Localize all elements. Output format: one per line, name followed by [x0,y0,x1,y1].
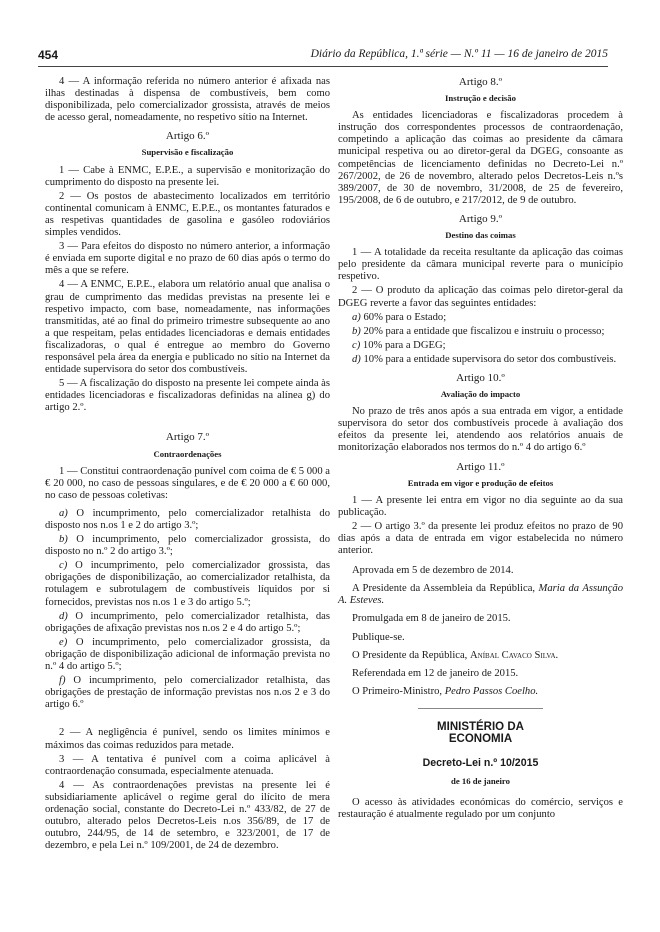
referendum-date: Referendada em 12 de janeiro de 2015. [352,667,519,679]
list-text: O incumprimento, pelo comercializador grossista, do disposto no n.º 2 do artigo 3.º; [45,534,330,558]
article-11-title: Artigo 11.º [456,460,505,473]
list-label: d) [352,353,361,365]
paragraph: As entidades licenciadoras e fiscalizadoras procedem à instrução dos correspondentes processos de contraordenação, competindo a aplicação das coimas ao presidente da câmara municipal respetiva ou ao diretor-geral da DGEG, consoante as competências de licenciamento definidas no Decreto-Lei n.º 267/2002, de 26 de novembro, alterado pelos Decretos-Leis n.ºs 389/2007, de 30 de novembro, 31/2008, de 25 de fevereiro, 195/2008, de 6 de outubro, e 217/2012, de 9 de outubro. [338,110,623,206]
list-item [338,354,623,366]
paragraph: 1 — Cabe à ENMC, E.P.E., a supervisão e monitorização do cumprimento do disposto na presente lei. [45,164,330,188]
paragraph: 4 — A ENMC, E.P.E., elabora um relatório anual que analisa o grau de cumprimento das medidas previstas na presente lei e respetivo impacto, com base, nomeadamente, nas informações transmitidas, até ao final do primeiro trimestre subsequente ao ano a que respeitam, pelas entidades licenciadoras e demais entidades fiscalizadoras, o qual é entregue ao membro do Governo responsável pela área da energia e publicado no sítio na Internet da entidade supervisora do setor dos combustíveis. [45,279,330,376]
ministry-heading: MINISTÉRIO DA ECONOMIA [418,708,543,745]
list-label: e) [59,636,68,648]
decree-date: de 16 de janeiro [451,776,510,787]
paragraph: 2 — Os postos de abastecimento localizados em território continental comunicam à ENMC, E.P.E., os montantes faturados e as respetivas quantidades de gasolina e gasóleo rodoviários simples vendidos. [45,190,330,239]
list-item [338,340,623,352]
list-text: 20% para a entidade que fiscalizou e instruiu o processo; [363,325,605,337]
article-11-subtitle: Entrada em vigor e produção de efeitos [407,477,554,488]
list-label: c) [59,560,68,572]
republic-president-name: Aníbal Cavaco Silva. [469,649,559,661]
list-text: O incumprimento, pelo comercializador grossista, das obrigações de disponibilização, ao comercializador retalhista, da rotulagem e subrotulagem de combustíveis líquidos por si fornecidos, previstas nos n.os 1 e 3 do artigo 5.º; [45,560,330,608]
approval-date: Aprovada em 5 de dezembro de 2014. [352,565,514,577]
article-9-subtitle: Destino das coimas [445,230,516,241]
decree-title: Decreto-Lei n.º 10/2015 [422,757,539,770]
article-6-title: Artigo 6.º [165,130,210,143]
article-10-title: Artigo 10.º [456,371,505,384]
signatures [338,565,623,698]
list-item [45,560,330,608]
page-number: 454 [38,48,59,62]
list-text: O incumprimento, pelo comercializador grossista, da obrigação de disponibilização adicional de informação prevista no n.º 4 do artigo 5.º; [45,636,330,673]
list-text: O incumprimento, pelo comercializador retalhista do disposto nos n.os 1 e 2 do artigo 3.º; [45,507,330,531]
paragraph: 1 — Constitui contraordenação punível com coima de € 5 000 a € 20 000, no caso de pessoas singulares, e de € 20 000 a € 60 000, no caso de pessoas coletivas: [45,465,330,501]
list-item [45,534,330,558]
paragraph: 1 — A presente lei entra em vigor no dia seguinte ao da sua publicação. [338,494,623,518]
paragraph: 2 — O produto da aplicação das coimas pelo diretor-geral da DGEG reverte a favor das seguintes entidades: [338,285,623,309]
article-10-subtitle: Avaliação do impacto [440,389,521,400]
paragraph: 3 — A tentativa é punível com a coima aplicável à contraordenação consumada, especialmente atenuada. [45,753,330,777]
list-item [45,508,330,532]
list-item [45,611,330,635]
article-8-subtitle: Instrução e decisão [445,93,516,104]
paragraph: 4 — As contraordenações previstas na presente lei é subsidiariamente aplicável o regime geral do ilícito de mera ordenação social, constante do Decreto-Lei n.º 433/82, de 27 de outubro, alterado pelos Decretos-Leis n.os 356/89, de 17 de outubro, 244/95, de 14 de setembro, e 323/2001, de 17 de dezembro, e pela Lei n.º 109/2001, de 24 de dezembro. [45,779,330,852]
promulgation-date: Promulgada em 8 de janeiro de 2015. [352,613,511,625]
article-7-subtitle: Contraordenações [153,448,222,459]
republic-president: O Presidente da República, Aníbal Cavaco Silva. [352,649,559,661]
running-title: Diário da República, 1.ª série — N.º 11 — 16 de janeiro de 2015 [310,48,608,60]
list-label: b) [352,325,361,337]
list-text: 10% para a DGEG; [362,339,446,351]
list-text: O incumprimento, pelo comercializador retalhista, das obrigações de afixação previstas nos n.os 2 e 4 do artigo 5.º; [45,610,330,634]
paragraph: O acesso às atividades económicas do comércio, serviços e restauração é atualmente regulado por um conjunto [338,797,623,821]
list-label: a) [59,507,68,519]
page-header [38,48,608,67]
list-item [338,312,623,324]
assembly-president-name: Maria da Assunção A. Esteves. [338,583,623,607]
list-text: 10% para a entidade supervisora do setor dos combustíveis. [363,353,617,365]
paragraph: 3 — Para efeitos do disposto no número anterior, a informação é enviada em suporte digital e no prazo de 60 dias após o termo do mês a que se refere. [45,241,330,277]
list-text: 60% para o Estado; [363,311,447,323]
article-8-title: Artigo 8.º [458,76,503,88]
list-item [338,326,623,338]
publish-order: Publique-se. [352,631,405,643]
list-text: O incumprimento, pelo comercializador retalhista, das obrigações de prestação de informação previstas nos n.os 2 e 3 do artigo 6.º [45,675,330,711]
list-item [45,637,330,673]
paragraph: 2 — O artigo 3.º da presente lei produz efeitos no prazo de 90 dias após a data de entrada em vigor estabelecida no número anterior. [338,520,623,557]
paragraph: 2 — A negligência é punível, sendo os limites mínimos e máximos das coimas reduzidos para metade. [45,727,330,751]
prime-minister: O Primeiro-Ministro, Pedro Passos Coelho. [352,685,539,697]
prime-minister-name: Pedro Passos Coelho. [444,685,539,697]
paragraph: No prazo de três anos após a sua entrada em vigor, a entidade supervisora do setor dos combustíveis procede à avaliação dos efeitos da presente lei, atendendo aos relatórios anuais de monitorização elaborados nos termos do n.º 4 do artigo 6.º [338,406,623,454]
paragraph: 1 — A totalidade da receita resultante da aplicação das coimas pelo presidente da câmara municipal reverte para o município respetivo. [338,247,623,283]
paragraph: 5 — A fiscalização do disposto na presente lei compete ainda às entidades licenciadoras e fiscalizadoras definidas na alínea g) do artigo 2.º. [45,378,330,414]
list-label: f) [59,675,66,687]
list-label: a) [352,311,361,323]
list-item [45,675,330,711]
list-label: d) [59,610,68,622]
right-column [338,76,623,824]
list-label: c) [352,339,361,351]
article-6-subtitle: Supervisão e fiscalização [141,147,234,158]
assembly-president: A Presidente da Assembleia da República, Maria da Assunção A. Esteves. [338,583,623,607]
left-column [45,76,330,854]
article-9-title: Artigo 9.º [458,212,503,225]
list-label: b) [59,534,68,546]
article-7-title: Artigo 7.º [165,431,210,444]
paragraph: 4 — A informação referida no número anterior é afixada nas ilhas destinadas à dispensa de combustíveis, bem como disponibilizada, pelo comercializador grossista, através de meios de acesso geral, nomeadamente, no respetivo sítio na Internet. [45,76,330,124]
